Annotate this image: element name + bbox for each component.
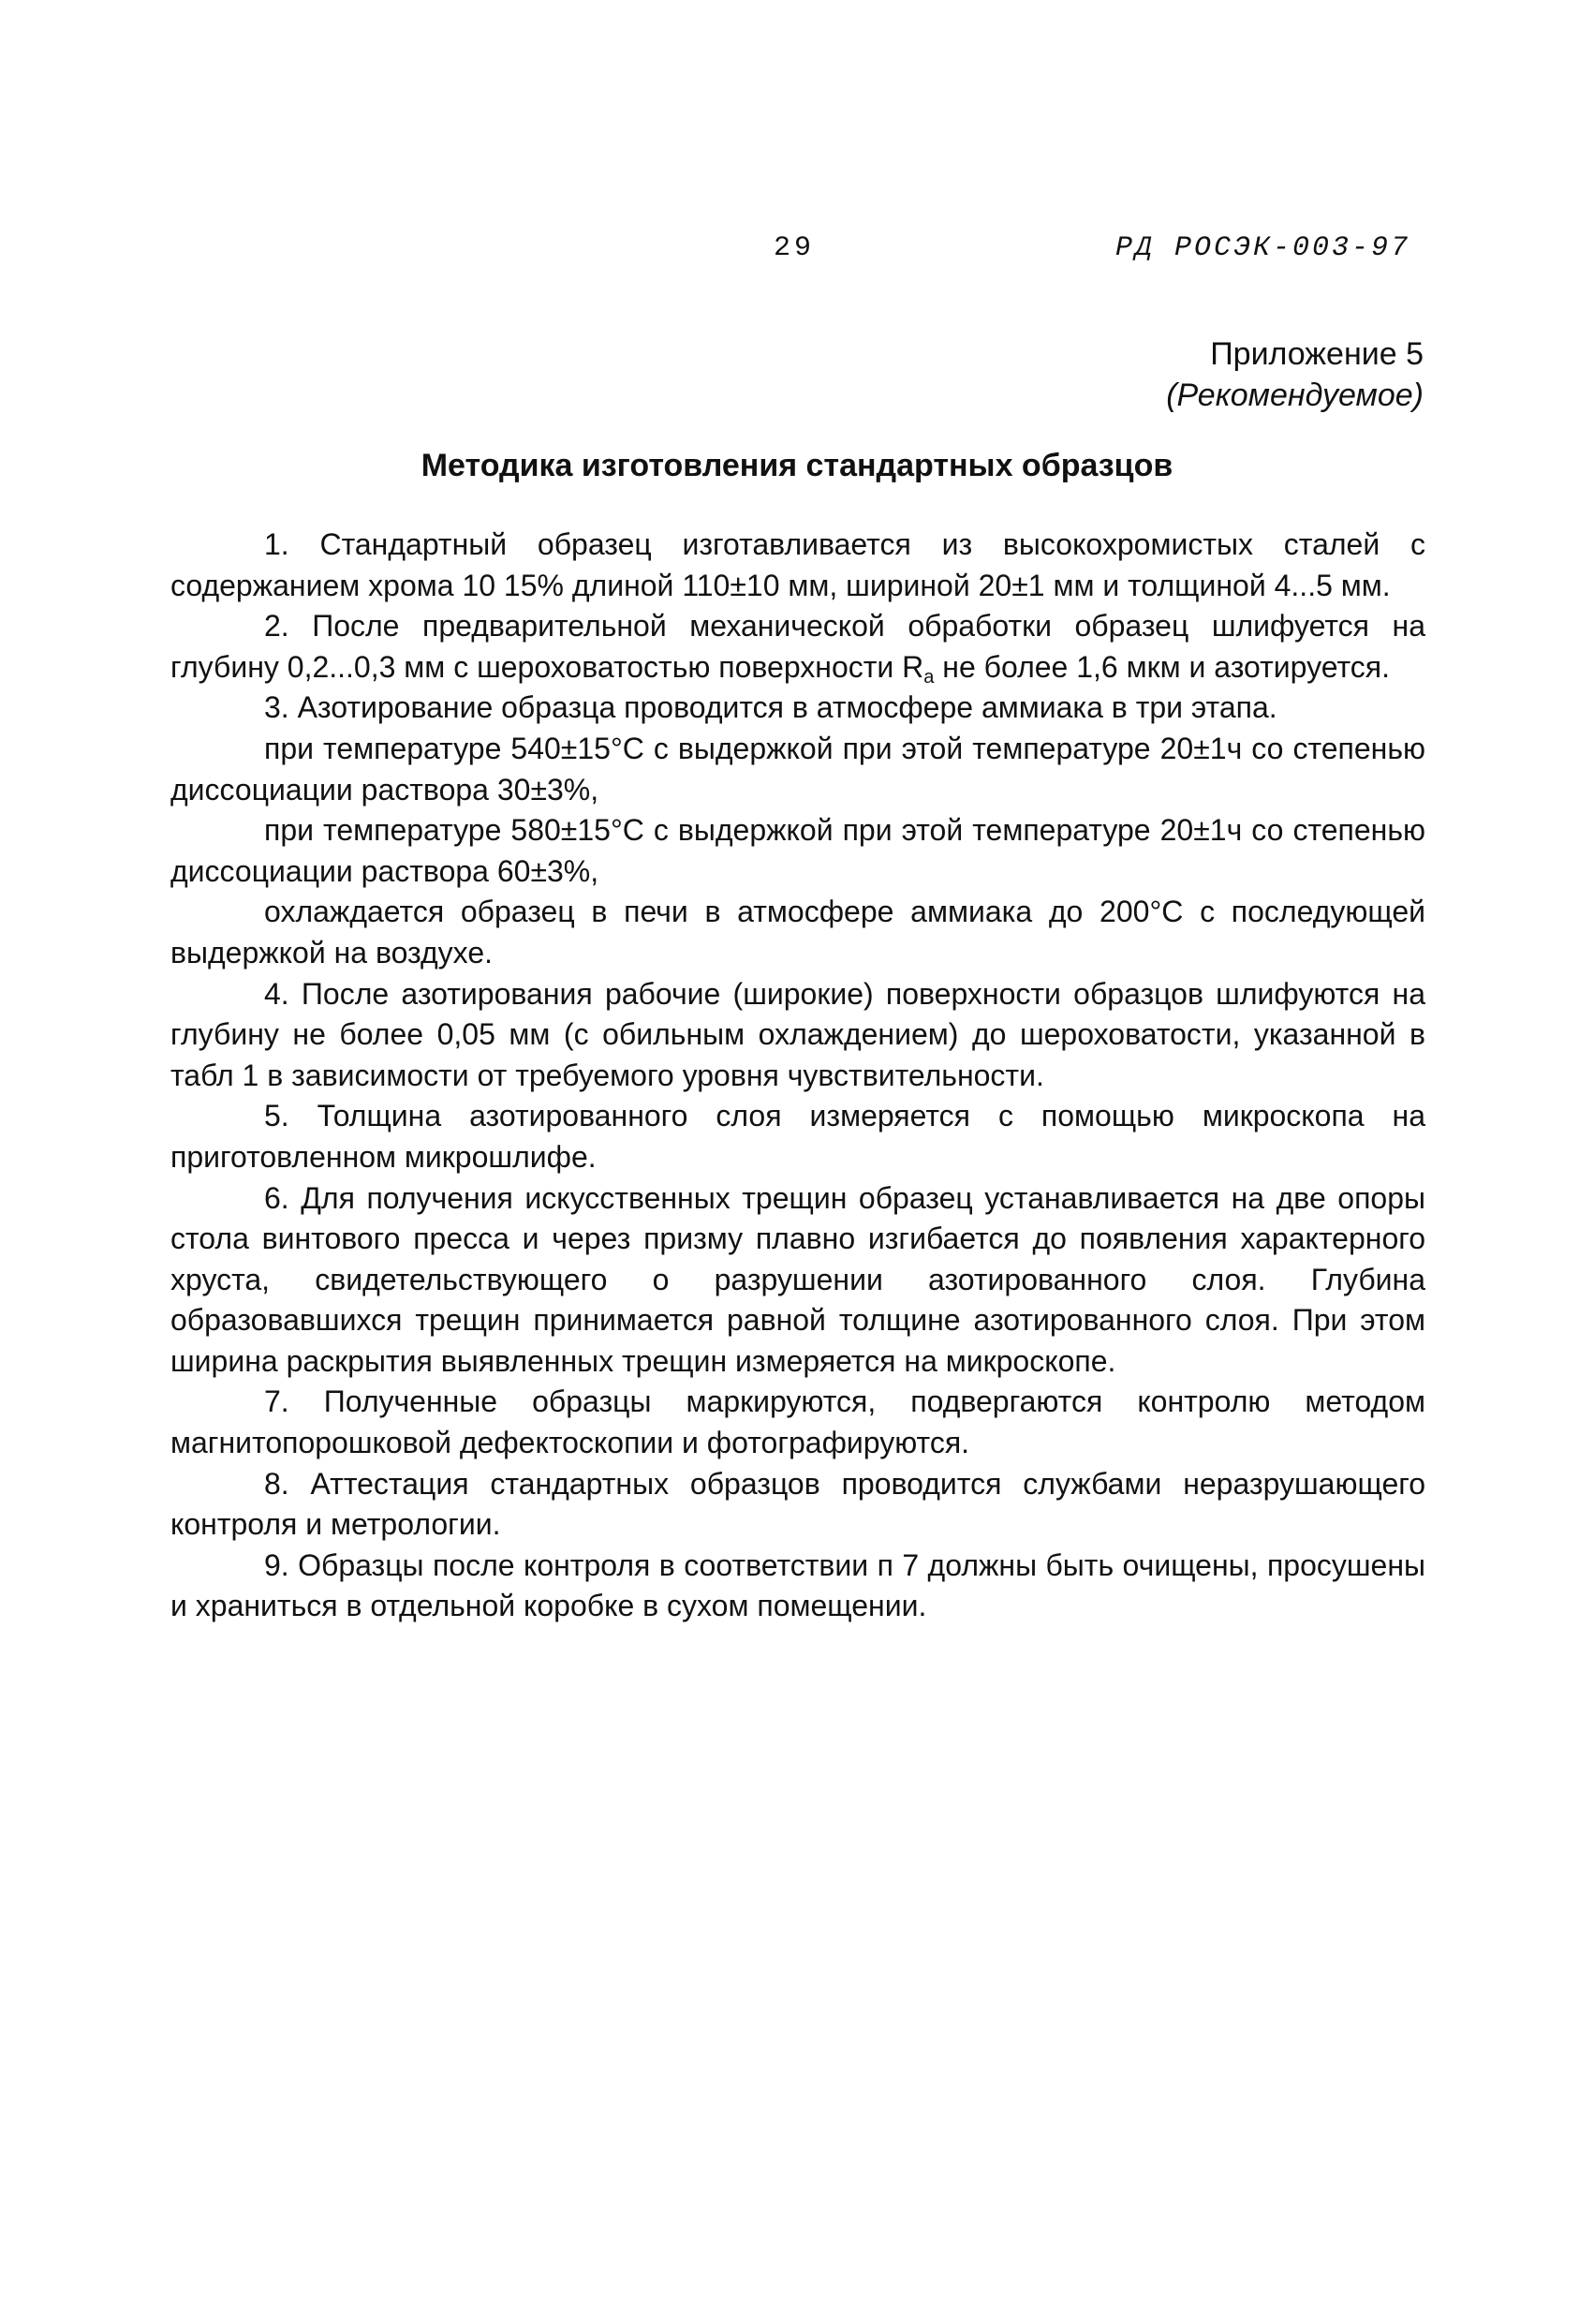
paragraph-1: 1. Стандартный образец изготавливается из высокохромистых сталей с содержанием хрома 10 15% длиной 110±10 мм, шириной 20±1 мм и толщиной 4...5 мм.: [170, 527, 1425, 602]
appendix-label: Приложение 5: [1210, 336, 1424, 372]
paragraph-7: 7. Полученные образцы маркируются, подвергаются контролю методом магнитопорошковой дефектоскопии и фотографируются.: [170, 1384, 1425, 1460]
paragraph-3-stage-3: охлаждается образец в печи в атмосфере аммиака до 200°С с последующей выдержкой на воздухе.: [170, 895, 1425, 970]
paragraph-9: 9. Образцы после контроля в соответствии п 7 должны быть очищены, просушены и храниться в отдельной коробке в сухом помещении.: [170, 1547, 1425, 1623]
paragraph-2-text-end: не более 1,6 мкм и азотируется.: [934, 649, 1390, 684]
paragraph-3-stage-2: при температуре 580±15°С с выдержкой при этой температуре 20±1ч со степенью диссоциации раствора 60±3%,: [170, 813, 1425, 888]
paragraph-8: 8. Аттестация стандартных образцов проводится службами неразрушающего контроля и метрологии.: [170, 1466, 1425, 1542]
document-body: [170, 525, 1425, 1627]
document-title: Методика изготовления стандартных образцов: [421, 448, 1173, 483]
paragraph-2: [170, 606, 1425, 688]
paragraph-3: 3. Азотирование образца проводится в атмосфере аммиака в три этапа.: [264, 690, 1277, 725]
paragraph-5: 5. Толщина азотированного слоя измеряется с помощью микроскопа на приготовленном микрошлифе.: [170, 1099, 1425, 1174]
paragraph-6: 6. Для получения искусственных трещин образец устанавливается на две опоры стола винтового пресса и через призму плавно изгибается до появления характерного хруста, свидетельствующего о разрушении азотированного слоя. Глубина образовавшихся трещин принимается равной толщине азотированного слоя. При этом ширина раскрытия выявленных трещин измеряется на микроскопе.: [170, 1180, 1425, 1378]
page-header: [0, 232, 1594, 275]
roughness-subscript: a: [923, 666, 935, 688]
paragraph-3-stage-1: при температуре 540±15°С с выдержкой при этой температуре 20±1ч со степенью диссоциации раствора 30±3%,: [170, 731, 1425, 807]
paragraph-2-text-start: 2. После предварительной механической обработки образец шлифуется на глубину 0,2...0,3 мм с шероховатостью поверхности R: [170, 609, 1425, 684]
page-number: 29: [774, 232, 816, 264]
appendix-note: (Рекомендуемое): [1166, 377, 1424, 413]
paragraph-4: 4. После азотирования рабочие (широкие) поверхности образцов шлифуются на глубину не более 0,05 мм (с обильным охлаждением) до шероховатости, указанной в табл 1 в зависимости от требуемого уровня чувствительности.: [170, 976, 1425, 1092]
appendix-label-block: [1166, 333, 1424, 416]
document-code: РД РОСЭК-003-97: [1114, 232, 1410, 264]
